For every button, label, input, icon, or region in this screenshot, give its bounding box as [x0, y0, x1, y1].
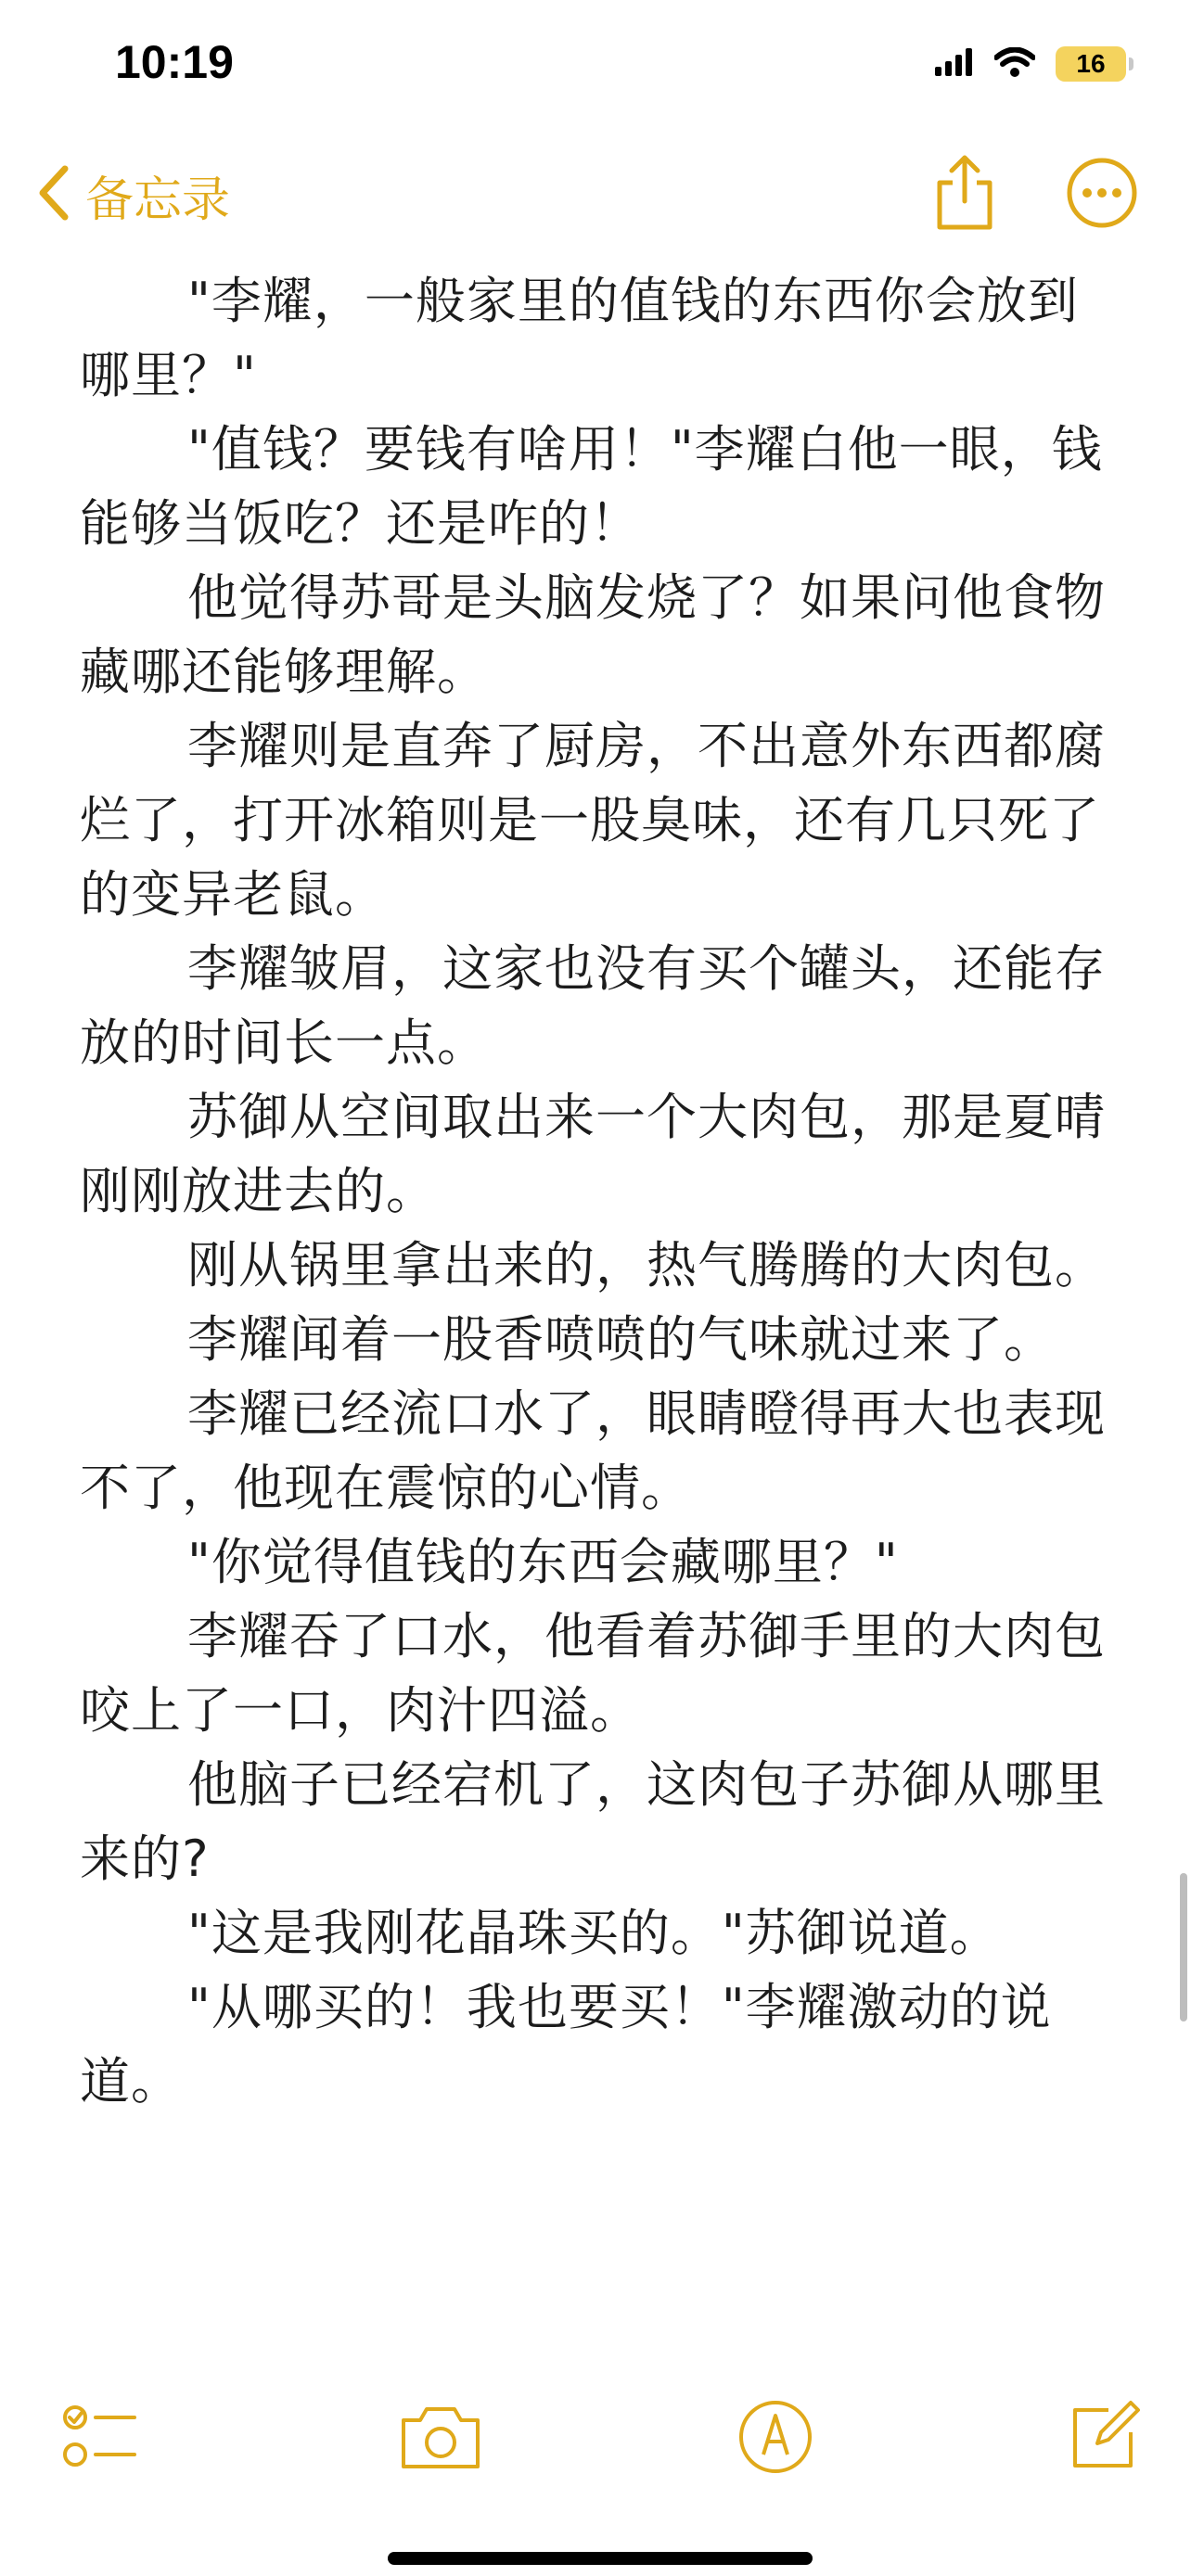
note-paragraph: 刚从锅里拿出来的，热气腾腾的大肉包。 — [187, 1236, 1106, 1294]
note-body[interactable] — [80, 264, 1119, 2119]
note-paragraph: 李耀已经流口水了，眼睛瞪得再大也表现不了，他现在震惊的心情。 — [80, 1384, 1106, 1517]
compose-button[interactable] — [1057, 2392, 1150, 2485]
status-icons — [935, 43, 1126, 85]
checklist-button[interactable] — [54, 2392, 147, 2485]
note-paragraph: 他脑子已经宕机了，这肉包子苏御从哪里来的? — [80, 1755, 1106, 1888]
note-paragraph: 李耀则是直奔了厨房，不出意外东西都腐烂了，打开冰箱则是一股臭味，还有几只死了的变异老鼠。 — [80, 717, 1106, 924]
status-time: 10:19 — [115, 36, 234, 88]
markup-button[interactable] — [729, 2392, 822, 2485]
battery-icon — [1056, 46, 1126, 82]
chevron-left-icon — [35, 163, 72, 226]
markup-icon — [736, 2397, 815, 2480]
scroll-indicator[interactable] — [1180, 1873, 1187, 2021]
note-paragraph: "你觉得值钱的东西会藏哪里？" — [187, 1533, 899, 1591]
share-icon — [932, 153, 997, 236]
note-paragraph: 李耀皱眉，这家也没有买个罐头，还能存放的时间长一点。 — [80, 939, 1106, 1072]
more-icon — [1065, 156, 1139, 234]
cellular-signal-icon — [935, 48, 974, 80]
battery-level: 16 — [1076, 49, 1106, 78]
status-bar — [0, 0, 1191, 139]
back-label: 备忘录 — [85, 172, 231, 228]
share-button[interactable] — [920, 150, 1009, 239]
camera-icon — [398, 2402, 483, 2476]
note-paragraph: 李耀闻着一股香喷喷的气味就过来了。 — [187, 1310, 1055, 1369]
navigation-bar — [0, 139, 1191, 250]
note-paragraph: "值钱？要钱有啥用！"李耀白他一眼，钱能够当饭吃？还是咋的！ — [80, 420, 1103, 553]
back-button[interactable] — [35, 158, 230, 232]
note-paragraph: "李耀，一般家里的值钱的东西你会放到哪里？" — [80, 272, 1079, 404]
note-paragraph: "这是我刚花晶珠买的。"苏御说道。 — [187, 1904, 1001, 1962]
note-paragraph: "从哪买的！我也要买！"李耀激动的说道。 — [80, 1978, 1052, 2111]
home-indicator[interactable] — [388, 2552, 813, 2565]
note-paragraph: 苏御从空间取出来一个大肉包，那是夏晴刚刚放进去的。 — [80, 1088, 1106, 1220]
bottom-toolbar — [0, 2383, 1191, 2494]
note-paragraph: 他觉得苏哥是头脑发烧了？如果问他食物藏哪还能够理解。 — [80, 568, 1106, 701]
checklist-icon — [60, 2397, 140, 2480]
more-button[interactable] — [1057, 150, 1146, 239]
compose-icon — [1064, 2397, 1144, 2480]
camera-button[interactable] — [394, 2392, 487, 2485]
battery-cap — [1129, 57, 1133, 70]
note-paragraph: 李耀吞了口水，他看着苏御手里的大肉包咬上了一口，肉汁四溢。 — [80, 1607, 1106, 1740]
wifi-icon — [994, 47, 1035, 81]
